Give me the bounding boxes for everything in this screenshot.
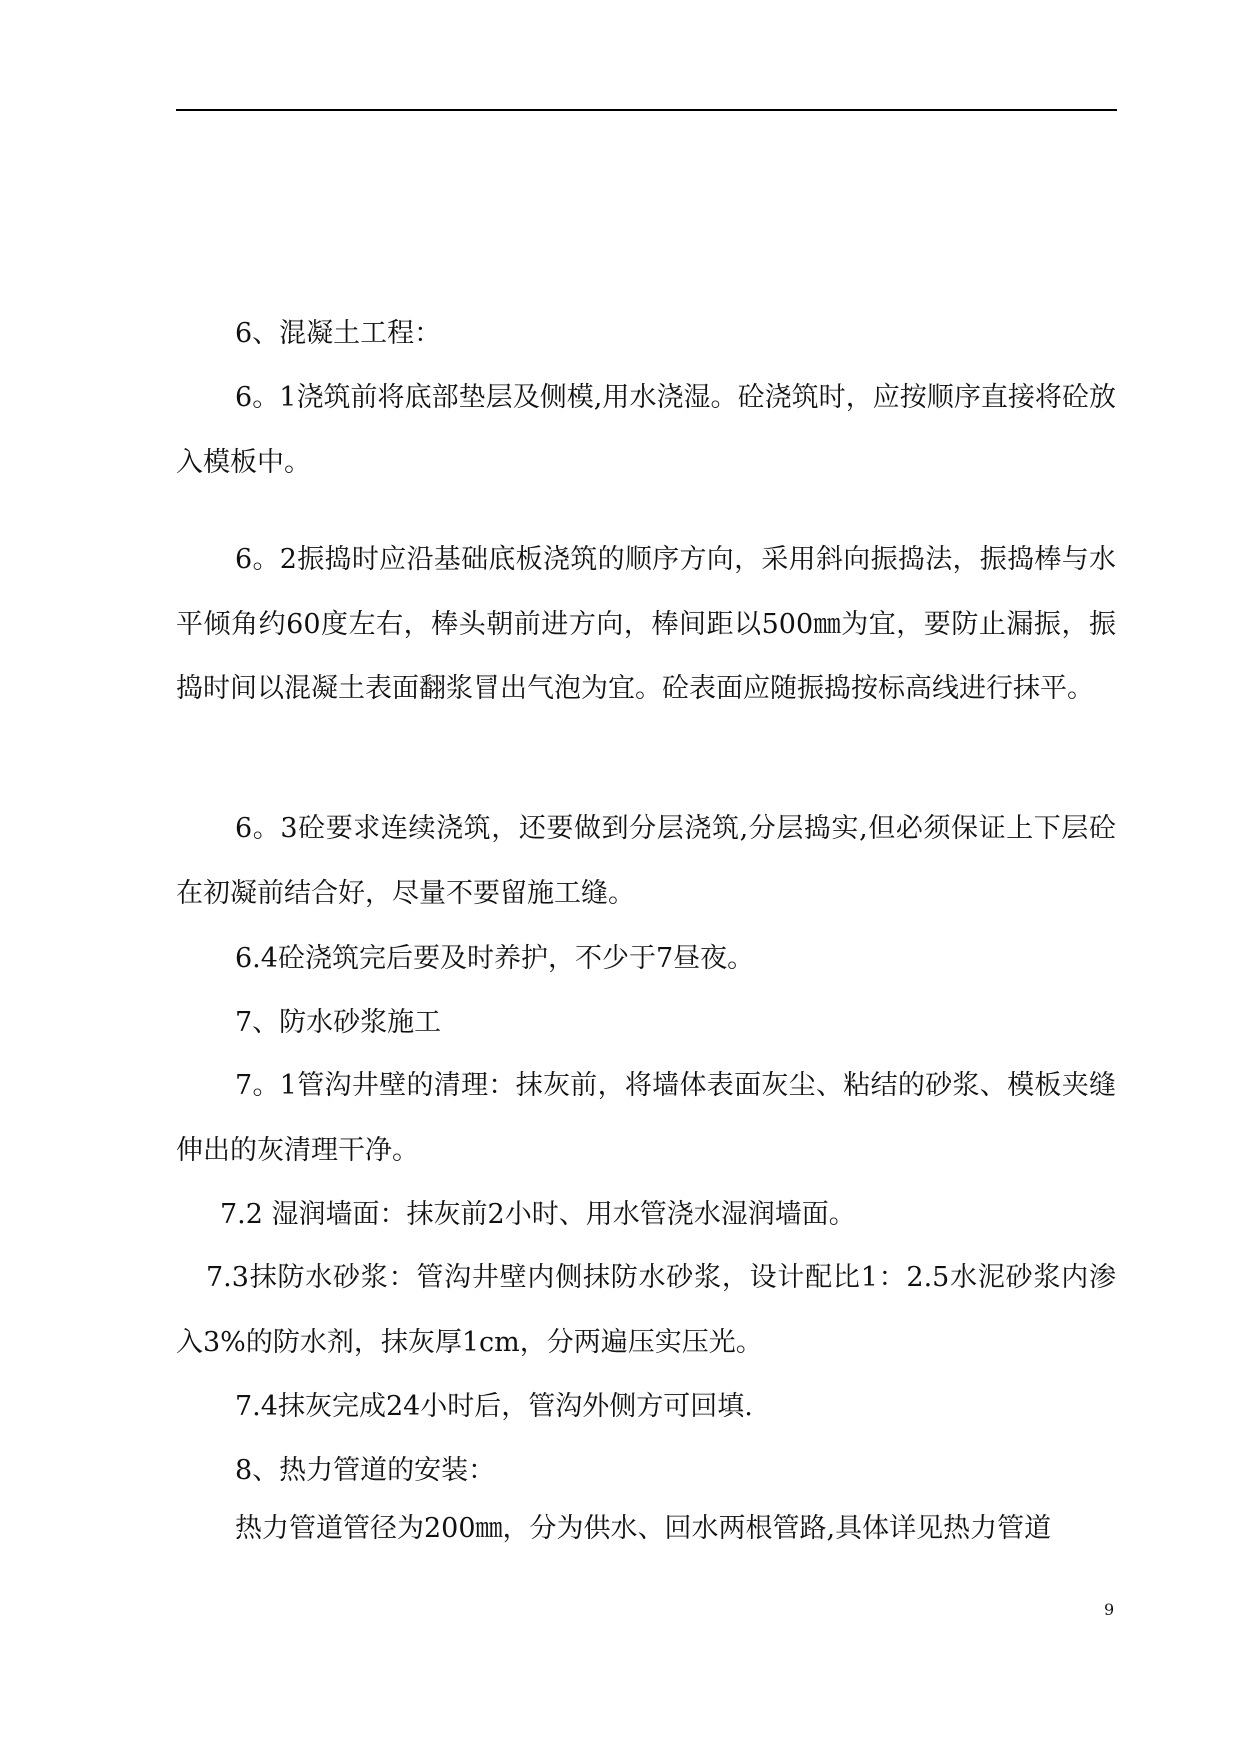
page-number: 9 xyxy=(1104,1600,1115,1619)
heading-waterproof-mortar: 7、防水砂浆施工 xyxy=(235,1007,442,1038)
heading-heating-pipe-installation: 8、热力管道的安装： xyxy=(235,1455,496,1486)
paragraph-7-3: 7.3抹防水砂浆：管沟井壁内侧抹防水砂浆，设计配比1：2.5水泥砂浆内渗入3%的防水剂，抹灰厚1cm，分两遍压实压光。 xyxy=(176,1262,1116,1358)
paragraph-8-intro: 热力管道管径为200㎜，分为供水、回水两根管路,具体详见热力管道 xyxy=(235,1513,1052,1544)
paragraph-6-4: 6.4砼浇筑完后要及时养护，不少于7昼夜。 xyxy=(235,943,755,974)
paragraph-6-2: 6。2振捣时应沿基础底板浇筑的顺序方向，采用斜向振捣法，振捣棒与水平倾角约60度左右，棒头朝前进方向，棒间距以500㎜为宜，要防止漏振，振捣时间以混凝土表面翻浆冒出气泡为宜。砼表面应随振捣按标高线进行抹平。 xyxy=(176,544,1116,704)
paragraph-6-3: 6。3砼要求连续浇筑，还要做到分层浇筑,分层捣实,但必须保证上下层砼在初凝前结合好，尽量不要留施工缝。 xyxy=(176,813,1116,909)
paragraph-6-1: 6。1浇筑前将底部垫层及侧模,用水浇湿。砼浇筑时，应按顺序直接将砼放入模板中。 xyxy=(176,382,1116,478)
header-rule xyxy=(176,109,1117,111)
paragraph-7-1: 7。1管沟井壁的清理：抹灰前，将墙体表面灰尘、粘结的砂浆、模板夹缝伸出的灰清理干净。 xyxy=(176,1070,1116,1166)
paragraph-7-2: 7.2 湿润墙面：抹灰前2小时、用水管浇水湿润墙面。 xyxy=(220,1199,856,1230)
heading-concrete-works: 6、混凝土工程： xyxy=(235,318,442,349)
paragraph-7-4: 7.4抹灰完成24小时后，管沟外侧方可回填. xyxy=(235,1391,753,1422)
